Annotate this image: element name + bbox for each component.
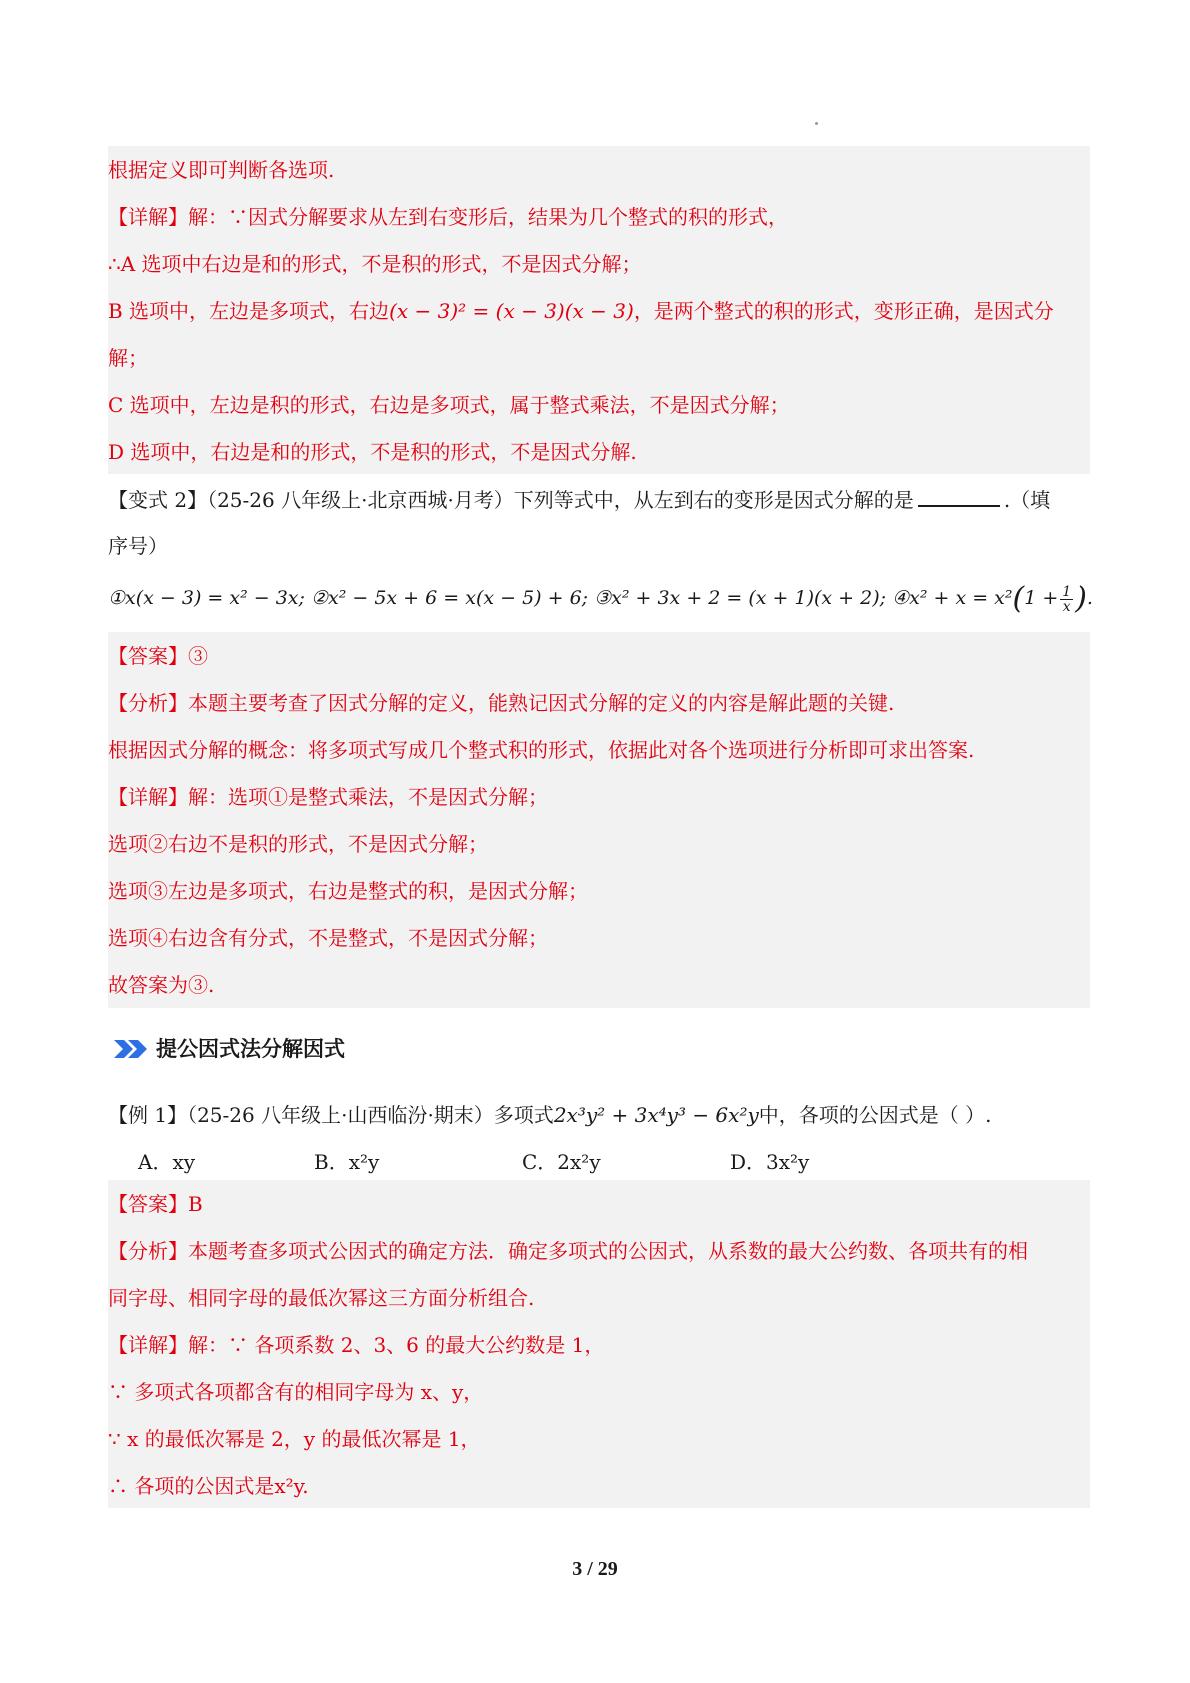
solution2-answer: 【答案】③: [108, 644, 208, 668]
equation-3: ③x² + 3x + 2 = (x + 1)(x + 2);: [594, 587, 887, 609]
variant2-equations: [108, 581, 1098, 616]
section-heading: [112, 1034, 345, 1064]
solution2-analysis: 【分析】本题主要考查了因式分解的定义，能熟记因式分解的定义的内容是解此题的关键.: [108, 691, 895, 715]
option-c: C．2x²y: [522, 1150, 601, 1174]
option-b: B．x²y: [314, 1150, 380, 1174]
solution1-line4-pre: B 选项中，左边是多项式，右边: [108, 299, 390, 323]
solution1-line3: ∴A 选项中右边是和的形式，不是积的形式，不是因式分解；: [108, 252, 642, 276]
double-chevron-icon: [112, 1038, 152, 1060]
solution2-conclusion: 故答案为③.: [108, 973, 215, 997]
solution3-analysis-2: 同字母、相同字母的最低次幂这三方面分析组合.: [108, 1286, 535, 1310]
equation-2: ②x² − 5x + 6 = x(x − 5) + 6;: [310, 587, 589, 609]
solution1-line4-post: ，是两个整式的积的形式，变形正确，是因式分: [633, 299, 1054, 323]
variant2-question-line1: [108, 485, 1098, 514]
variant2-question-line2: 序号）: [108, 534, 168, 558]
equation-1: ①x(x − 3) = x² − 3x;: [108, 587, 305, 609]
solution2-detail: 【详解】解：选项①是整式乘法，不是因式分解；: [108, 785, 548, 809]
solution3-answer: 【答案】B: [108, 1192, 203, 1216]
solution1-line4-math: (x − 3)² = (x − 3)(x − 3): [389, 299, 634, 323]
solution3-detail-1: 【详解】解：∵ 各项系数 2、3、6 的最大公约数是 1，: [108, 1333, 605, 1357]
equation-4-one: 1 +: [1024, 587, 1059, 609]
option-d: D．3x²y: [730, 1150, 810, 1174]
header-mark: [815, 122, 818, 125]
solution3-analysis-1: 【分析】本题考查多项式公因式的确定方法．确定多项式的公因式，从系数的最大公约数、各项共有的相: [108, 1239, 1028, 1263]
answer-blank: [918, 485, 1000, 507]
section-title: 提公因式法分解因式: [156, 1037, 345, 1061]
page-number: 3 / 29: [572, 1558, 618, 1580]
solution2-option3: 选项③左边是多项式，右边是整式的积，是因式分解；: [108, 879, 588, 903]
solution2-concept: 根据因式分解的概念：将多项式写成几个整式积的形式，依据此对各个选项进行分析即可求出答案.: [108, 738, 975, 762]
option-a: A．xy: [138, 1150, 196, 1174]
fraction-1-over-x: $\frac{1}{x}$: [1062, 583, 1072, 615]
solution2-option2: 选项②右边不是积的形式，不是因式分解；: [108, 832, 488, 856]
solution3-detail-3: ∵ x 的最低次幂是 2，y 的最低次幂是 1，: [108, 1427, 481, 1451]
solution1-line4: [108, 297, 1098, 325]
equation-4: ④x² + x = x²(1 + $\frac{1}{x}$ ).: [892, 581, 1093, 616]
example1-question: [108, 1101, 1098, 1129]
solution3-conclusion: ∴ 各项的公因式是x²y.: [108, 1474, 309, 1498]
variant2-question-post: .（填: [1003, 488, 1051, 512]
solution1-line7: D 选项中，右边是和的形式，不是积的形式，不是因式分解.: [108, 440, 637, 464]
example1-question-post: 中，各项的公因式是（ ）.: [758, 1103, 992, 1127]
solution3-detail-2: ∵ 多项式各项都含有的相同字母为 x、y，: [108, 1380, 484, 1404]
solution1-line5: 解；: [108, 346, 148, 370]
solution1-line1: 根据定义即可判断各选项.: [108, 158, 335, 182]
solution1-line2: 【详解】解：∵因式分解要求从左到右变形后，结果为几个整式的积的形式，: [108, 205, 788, 229]
example1-question-pre: 【例 1】（25-26 八年级上·山西临汾·期末）多项式: [108, 1103, 554, 1127]
example1-polynomial: 2x³y² + 3x⁴y³ − 6x²y: [553, 1103, 759, 1127]
variant2-question-pre: 【变式 2】（25-26 八年级上·北京西城·月考）下列等式中，从左到右的变形是因式分解的是: [108, 488, 914, 512]
solution2-option4: 选项④右边含有分式，不是整式，不是因式分解；: [108, 926, 548, 950]
solution1-line6: C 选项中，左边是积的形式，右边是多项式，属于整式乘法，不是因式分解；: [108, 393, 790, 417]
equation-4-pre: ④x² + x = x²: [892, 587, 1013, 609]
